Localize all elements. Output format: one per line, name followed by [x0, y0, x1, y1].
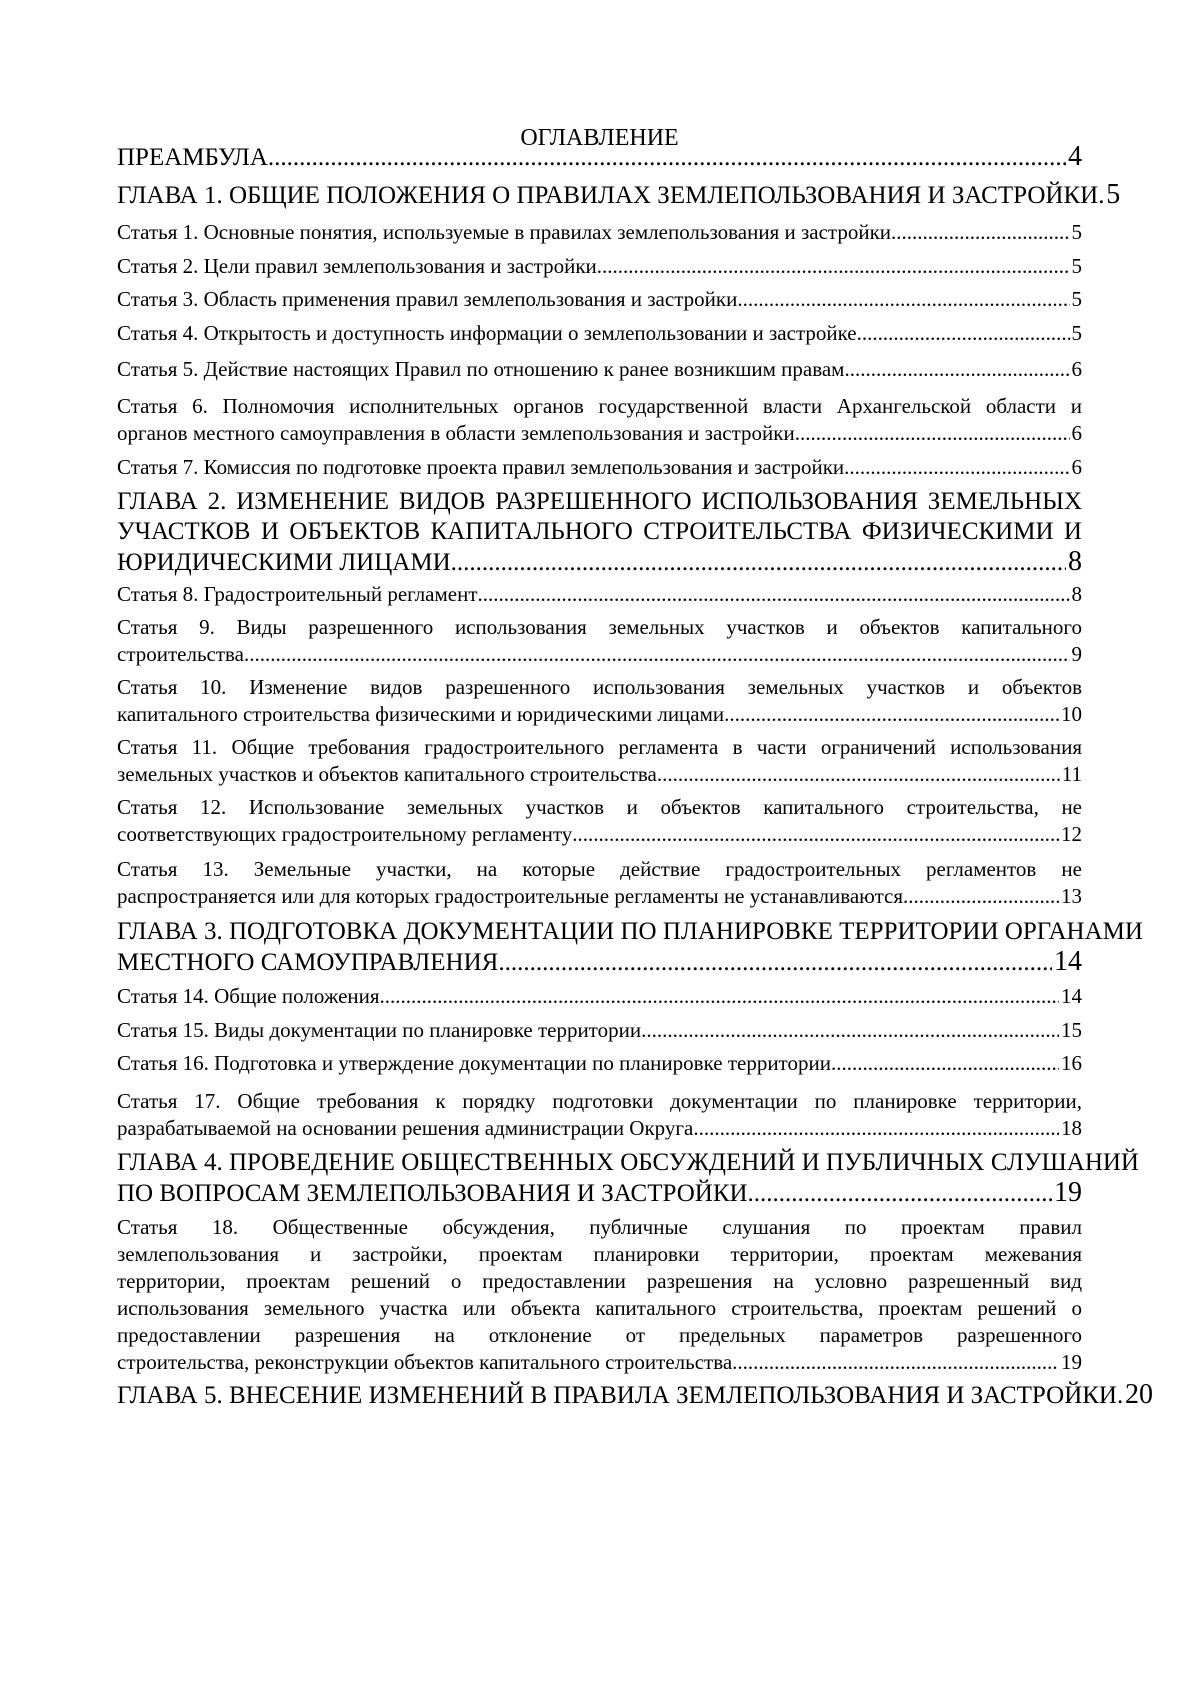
dot-leader [572, 821, 1059, 848]
toc-entry-last-line [117, 1115, 1082, 1142]
toc-entry-10[interactable] [117, 487, 1082, 578]
toc-entry-24[interactable] [117, 1379, 1153, 1411]
toc-entry-label: Статья 14. Общие положения [117, 984, 380, 1008]
toc-entry-5[interactable] [117, 286, 1082, 313]
toc-entry-label: Статья 5. Действие настоящих Правил по отношению к ранее возникшим правам [117, 357, 845, 381]
toc-entry-8[interactable] [117, 393, 1082, 447]
toc-entry-21[interactable] [117, 1088, 1082, 1142]
toc-entry-label: земельных участков и объектов капитального строительства [117, 762, 657, 786]
toc-entry-last-line [117, 454, 1082, 481]
toc-entry-last-line [117, 641, 1082, 668]
toc-entry-label: Статья 7. Комиссия по подготовке проекта правил землепользования и застройки [117, 455, 845, 479]
toc-entry-line: территории, проектам решений о предоставлении разрешения на условно разрешенный вид [117, 1269, 1082, 1293]
toc-entry-line: ГЛАВА 3. ПОДГОТОВКА ДОКУМЕНТАЦИИ ПО ПЛАНИРОВКЕ ТЕРРИТОРИИ ОРГАНАМИ [117, 918, 1143, 945]
toc-page-number: 6 [1071, 357, 1082, 381]
toc-entry-last-line [117, 947, 1082, 978]
toc-entry-line: Статья 13. Земельные участки, на которые действие градостроительных регламентов не [117, 857, 1082, 881]
dot-leader [451, 548, 1066, 578]
toc-entry-18[interactable] [117, 983, 1082, 1010]
toc-page-number: 5 [1071, 220, 1082, 244]
toc-entry-last-line [117, 356, 1082, 383]
toc-entry-line: Статья 9. Виды разрешенного использования земельных участков и объектов капитального [117, 615, 1082, 639]
toc-entry-label: строительства, реконструкции объектов капитального строительства [117, 1350, 733, 1374]
toc-entry-label: Статья 3. Область применения правил землепользования и застройки [117, 287, 738, 311]
dot-leader [831, 1050, 1059, 1077]
toc-page-number: 8 [1068, 546, 1082, 577]
toc-entry-1[interactable] [117, 142, 1082, 173]
toc-entry-label: распространяется или для которых градостроительные регламенты не устанавливаются [117, 884, 904, 908]
toc-entry-3[interactable] [117, 219, 1082, 246]
toc-page-number: 11 [1061, 762, 1082, 786]
toc-entry-label: соответствующих градостроительному регламенту [117, 822, 573, 846]
dot-leader [657, 761, 1060, 788]
toc-entry-line: Статья 11. Общие требования градостроительного регламента в части ограничений использования [117, 735, 1082, 759]
toc-page-number: 8 [1071, 582, 1082, 606]
dot-leader [380, 983, 1059, 1010]
toc-page-number: 20 [1124, 1379, 1153, 1410]
toc-entry-last-line [117, 821, 1082, 848]
toc-page-number: 16 [1061, 1051, 1082, 1075]
toc-entry-last-line [117, 1379, 1153, 1411]
dot-leader [748, 1179, 1052, 1209]
toc-page-number: 5 [1106, 179, 1121, 210]
toc-page-number: 5 [1071, 287, 1082, 311]
toc-page-number: 18 [1061, 1116, 1082, 1140]
toc-entry-last-line [117, 701, 1082, 728]
toc-entry-last-line [117, 286, 1082, 313]
toc-page-number: 6 [1071, 421, 1082, 445]
toc-entry-2[interactable] [117, 179, 1121, 211]
toc-entry-line: Статья 10. Изменение видов разрешенного использования земельных участков и объектов [117, 675, 1082, 699]
toc-entry-label: Статья 16. Подготовка и утверждение документации по планировке территории [117, 1051, 831, 1075]
dot-leader [844, 454, 1069, 481]
toc-entry-19[interactable] [117, 1017, 1082, 1044]
toc-entry-9[interactable] [117, 454, 1082, 481]
toc-entry-last-line [117, 320, 1082, 347]
toc-entry-label: ГЛАВА 1. ОБЩИЕ ПОЛОЖЕНИЯ О ПРАВИЛАХ ЗЕМЛЕПОЛЬЗОВАНИЯ И ЗАСТРОЙКИ [117, 182, 1099, 209]
toc-entry-last-line [117, 761, 1082, 788]
toc-page-number: 12 [1061, 822, 1082, 846]
toc-entry-11[interactable] [117, 581, 1082, 608]
toc-page-number: 4 [1068, 141, 1082, 172]
toc-entry-12[interactable] [117, 614, 1082, 668]
dot-leader [891, 219, 1069, 246]
toc-page-number: 15 [1061, 1018, 1082, 1042]
toc-entry-13[interactable] [117, 674, 1082, 728]
dot-leader [244, 641, 1069, 668]
dot-leader [498, 948, 1052, 978]
toc-entry-line: предоставлении разрешения на отклонение от предельных параметров разрешенного [117, 1323, 1082, 1347]
toc-entry-4[interactable] [117, 253, 1082, 280]
toc-entry-last-line [117, 142, 1082, 173]
toc-entry-last-line [117, 420, 1082, 447]
toc-page-number: 13 [1061, 884, 1082, 908]
toc-entry-label: ПО ВОПРОСАМ ЗЕМЛЕПОЛЬЗОВАНИЯ И ЗАСТРОЙКИ [117, 1180, 748, 1207]
toc-entry-last-line [117, 1178, 1082, 1209]
dot-leader [641, 1017, 1059, 1044]
toc-entry-last-line [117, 253, 1082, 280]
toc-entry-last-line [117, 883, 1082, 910]
toc-entry-last-line [117, 219, 1082, 246]
dot-leader [737, 286, 1069, 313]
toc-entry-line: Статья 18. Общественные обсуждения, публичные слушания по проектам правил [117, 1215, 1082, 1239]
dot-leader [724, 701, 1059, 728]
dot-leader [268, 143, 1066, 173]
toc-page-number: 9 [1071, 642, 1082, 666]
toc-entry-label: ПРЕАМБУЛА [117, 144, 268, 171]
toc-page-number: 5 [1071, 321, 1082, 345]
toc-entry-line: ГЛАВА 2. ИЗМЕНЕНИЕ ВИДОВ РАЗРЕШЕННОГО ИСПОЛЬЗОВАНИЯ ЗЕМЕЛЬНЫХ [117, 488, 1082, 515]
toc-entry-14[interactable] [117, 734, 1082, 788]
toc-entry-last-line [117, 581, 1082, 608]
toc-entry-line: землепользования и застройки, проектам планировки территории, проектам межевания [117, 1242, 1082, 1266]
toc-entry-7[interactable] [117, 356, 1082, 383]
toc-entry-label: МЕСТНОГО САМОУПРАВЛЕНИЯ [117, 949, 499, 976]
toc-entry-label: Статья 2. Цели правил землепользования и застройки [117, 254, 597, 278]
toc-page-number: 19 [1061, 1350, 1082, 1374]
dot-leader [478, 581, 1070, 608]
toc-entry-label: капитального строительства физическими и юридическими лицами [117, 702, 725, 726]
toc-entry-line: ГЛАВА 4. ПРОВЕДЕНИЕ ОБЩЕСТВЕННЫХ ОБСУЖДЕНИЙ И ПУБЛИЧНЫХ СЛУШАНИЙ [117, 1149, 1139, 1176]
toc-page-number: 5 [1071, 254, 1082, 278]
toc-entry-label: строительства [117, 642, 245, 666]
toc-page-number: 19 [1054, 1177, 1082, 1208]
toc-entry-last-line [117, 1017, 1082, 1044]
toc-page-number: 14 [1054, 946, 1082, 977]
toc-entry-last-line [117, 547, 1082, 578]
toc-entry-17[interactable] [117, 917, 1143, 978]
toc-page-number: 6 [1071, 455, 1082, 479]
dot-leader [732, 1349, 1059, 1376]
toc-entry-6[interactable] [117, 320, 1082, 347]
dot-leader [693, 1115, 1059, 1142]
dot-leader [597, 253, 1070, 280]
toc-entry-label: Статья 8. Градостроительный регламент [117, 582, 478, 606]
toc-title: ОГЛАВЛЕНИЕ [520, 125, 679, 151]
toc-entry-last-line [117, 1349, 1082, 1376]
toc-entry-label: ГЛАВА 5. ВНЕСЕНИЕ ИЗМЕНЕНИЙ В ПРАВИЛА ЗЕМЛЕПОЛЬЗОВАНИЯ И ЗАСТРОЙКИ [117, 1382, 1117, 1409]
dot-leader [795, 420, 1070, 447]
toc-entry-16[interactable] [117, 856, 1082, 910]
dot-leader [857, 320, 1070, 347]
toc-entry-label: органов местного самоуправления в области землепользования и застройки [117, 421, 795, 445]
toc-entry-15[interactable] [117, 794, 1082, 848]
toc-entry-label: Статья 4. Открытость и доступность информации о землепользовании и застройке [117, 321, 857, 345]
dot-leader [903, 883, 1059, 910]
toc-entry-22[interactable] [117, 1148, 1139, 1209]
dot-leader [844, 356, 1069, 383]
toc-entry-label: Статья 15. Виды документации по планировке территории [117, 1018, 642, 1042]
toc-page-number: 14 [1061, 984, 1082, 1008]
toc-entry-last-line [117, 1050, 1082, 1077]
toc-entry-last-line [117, 983, 1082, 1010]
toc-entry-line: Статья 17. Общие требования к порядку подготовки документации по планировке территории, [117, 1089, 1082, 1113]
toc-entry-line: УЧАСТКОВ И ОБЪЕКТОВ КАПИТАЛЬНОГО СТРОИТЕЛЬСТВА ФИЗИЧЕСКИМИ И [117, 518, 1082, 545]
toc-entry-line: Статья 12. Использование земельных участков и объектов капитального строительства, не [117, 795, 1082, 819]
toc-entry-line: использования земельного участка или объекта капитального строительства, проектам решений о [117, 1296, 1082, 1320]
toc-entry-20[interactable] [117, 1050, 1082, 1077]
toc-entry-label: разрабатываемой на основании решения администрации Округа [117, 1116, 694, 1140]
toc-entry-23[interactable] [117, 1214, 1082, 1376]
toc-page-number: 10 [1061, 702, 1082, 726]
toc-entry-label: ЮРИДИЧЕСКИМИ ЛИЦАМИ [117, 549, 451, 576]
toc-entry-last-line [117, 179, 1121, 211]
toc-entry-line: Статья 6. Полномочия исполнительных органов государственной власти Архангельской области и [117, 394, 1082, 418]
toc-entry-label: Статья 1. Основные понятия, используемые в правилах землепользования и застройки [117, 220, 892, 244]
